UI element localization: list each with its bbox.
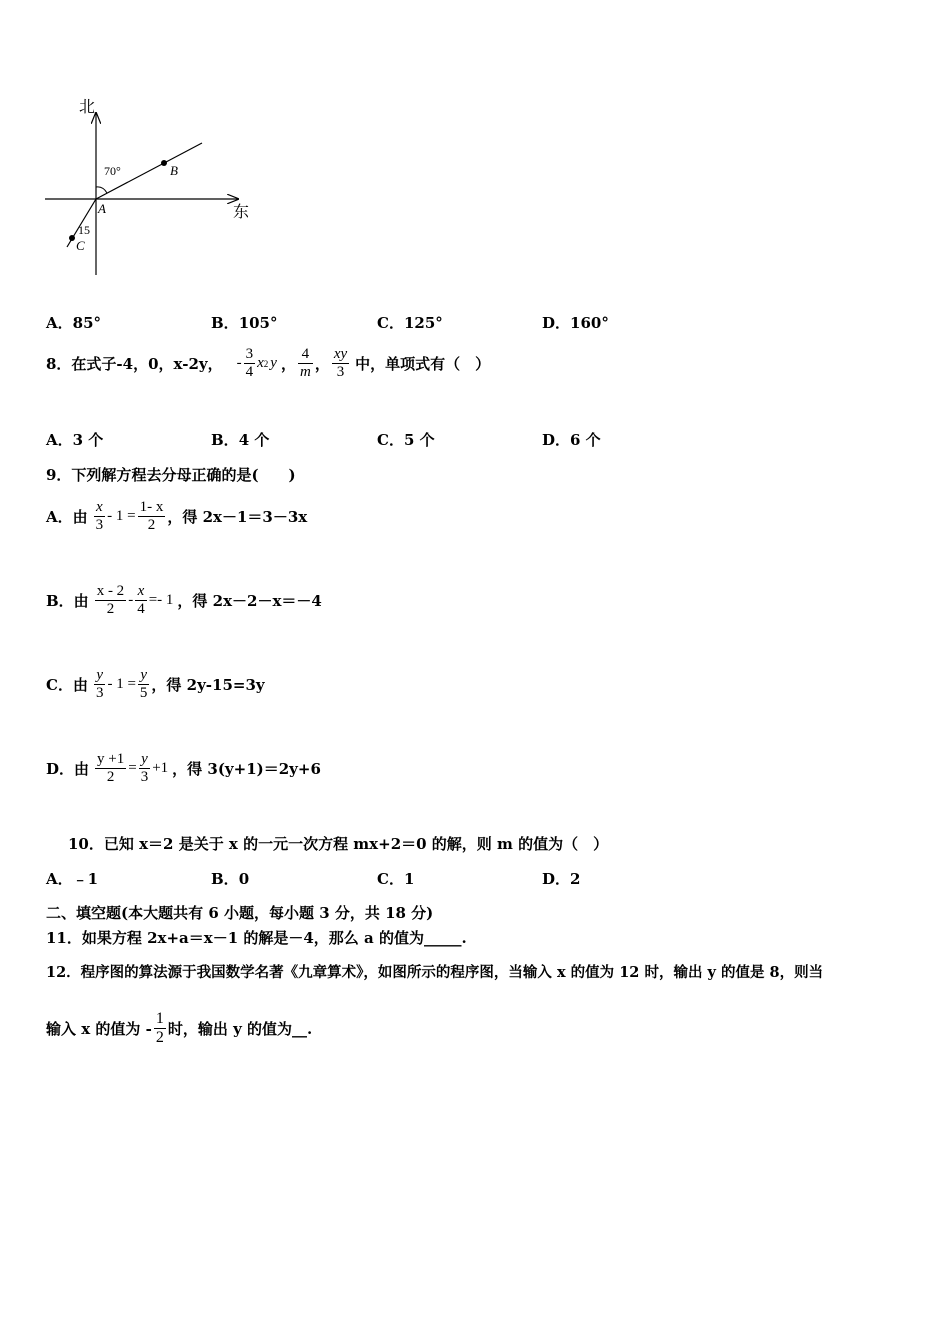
q9-option-b[interactable]: B．由 $\frac{x - 2}{2}$ - $\frac{x}{4}$ =- 1 ，得 2x－2－x＝－4 <box>46 583 322 618</box>
q9-c-frac-1: $\frac{y}{3}$ <box>95 667 104 702</box>
q8-prefix: 8．在式子-4，0，x-2y， <box>46 355 223 374</box>
q8-option-c[interactable]: C．5 个 <box>377 431 435 449</box>
q12-line-1: 12．程序图的算法源于我国数学名著《九章算术》，如图所示的程序图，当输入 x 的值为 12 时，输出 y 的值是 8，则当 <box>46 964 824 981</box>
q9-option-d[interactable]: D．由 $\frac{y +1}{2}$ = $\frac{y}{3}$ +1 ，得 3(y+1)＝2y+6 <box>46 751 321 786</box>
q10-option-d[interactable]: D．2 <box>542 870 581 888</box>
q9-b-frac-2: $\frac{x}{4}$ <box>137 583 145 618</box>
point-c-dot <box>69 235 75 241</box>
q10-option-c[interactable]: C．1 <box>377 870 415 888</box>
q8-sep-1: ， <box>280 355 296 374</box>
q8-option-b[interactable]: B．4 个 <box>211 431 270 449</box>
q8-frac-3: $\frac{xy}{3}$ <box>333 346 348 381</box>
point-a-label: A <box>98 201 106 216</box>
q8-option-d[interactable]: D．6 个 <box>542 431 601 449</box>
q9-a-frac-2: $\frac{1- x}{2}$ <box>139 499 164 534</box>
angle-70-label: 70° <box>104 164 121 178</box>
q8-frac-1-y: y <box>270 355 277 372</box>
q9-d-frac-1: $\frac{y +1}{2}$ <box>97 751 125 786</box>
q8-frac-1: $\frac{3}{4}$ <box>245 346 254 381</box>
q8-neg: - <box>236 355 242 372</box>
q9-option-c[interactable]: C．由 $\frac{y}{3}$ - 1 = $\frac{y}{5}$ ，得 2y-15=3y <box>46 667 265 702</box>
q8-frac-1-x: x <box>257 355 264 372</box>
point-c-label: C <box>76 238 85 253</box>
angle-15-label: 15 <box>78 223 90 237</box>
q8-frac-2: $\frac{4}{m}$ <box>299 346 311 381</box>
q7-option-c[interactable]: C．125° <box>377 314 443 332</box>
q9-option-a[interactable]: A．由 $\frac{x}{3}$ - 1 = $\frac{1- x}{2}$ ，得 2x－1＝3－3x <box>46 499 308 534</box>
q9-stem: 9．下列解方程去分母正确的是( ) <box>46 466 296 484</box>
q7-option-d[interactable]: D．160° <box>542 314 609 332</box>
q7-option-a[interactable]: A．85° <box>46 314 102 332</box>
point-b-dot <box>161 160 167 166</box>
q7-option-b[interactable]: B．105° <box>211 314 278 332</box>
q8-stem <box>46 346 490 382</box>
q10-stem: 10．已知 x＝2 是关于 x 的一元一次方程 mx+2＝0 的解，则 m 的值为（ ） <box>68 835 609 853</box>
q12-line-2: 输入 x 的值为 - $\frac{1}{2}$ 时，输出 y 的值为__. <box>46 1010 313 1047</box>
section-title: 二、填空题(本大题共有 6 小题，每小题 3 分，共 18 分) <box>46 904 434 922</box>
q8-sep-2: ， <box>314 355 330 374</box>
q8-option-a[interactable]: A．3 个 <box>46 431 104 449</box>
q9-d-frac-2: $\frac{y}{3}$ <box>140 751 149 786</box>
north-label: 北 <box>79 99 96 116</box>
q8-suffix: 中，单项式有（ ） <box>355 355 491 374</box>
q10-option-a[interactable]: A．﹣1 <box>46 870 99 888</box>
q11-text: 11．如果方程 2x+a＝x－1 的解是－4，那么 a 的值为_____. <box>46 929 467 947</box>
q9-a-frac-1: $\frac{x}{3}$ <box>95 499 104 534</box>
point-b-label: B <box>170 163 178 178</box>
compass-figure <box>40 95 270 280</box>
q9-c-frac-2: $\frac{y}{5}$ <box>139 667 148 702</box>
q10-option-b[interactable]: B．0 <box>211 870 250 888</box>
angle-arc <box>96 187 107 193</box>
q12-frac: $\frac{1}{2}$ <box>155 1010 164 1047</box>
q8-frac-1-exp: 2 <box>263 358 269 369</box>
q9-b-frac-1: $\frac{x - 2}{2}$ <box>96 583 125 618</box>
east-label: 东 <box>233 204 250 221</box>
